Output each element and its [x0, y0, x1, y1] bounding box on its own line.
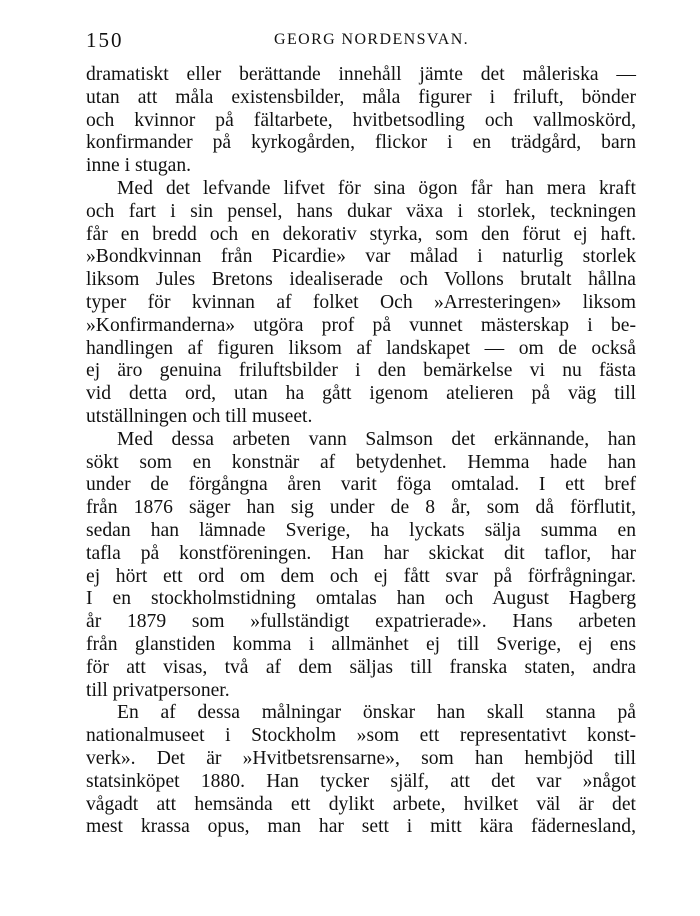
- text-line: nationalmuseet i Stockholm »som ett representativt konst-: [86, 725, 636, 747]
- text-line: liksom Jules Bretons idealiserade och Vollons brutalt hållna: [86, 269, 636, 291]
- text-line: verk». Det är »Hvitbetsrensarne», som han hembjöd till: [86, 747, 636, 769]
- text-line: mest krassa opus, man har sett i mitt kära fädernesland,: [86, 816, 636, 838]
- text-line: ej äro genuina friluftsbilder i den bemärkelse vi nu fästa: [86, 360, 636, 382]
- text-line: för att visas, två af dem säljas till franska staten, andra: [86, 656, 636, 678]
- text-line: tafla på konstföreningen. Han har skickat dit taflor, har: [86, 542, 636, 564]
- text-line: inne i stugan.: [86, 155, 192, 177]
- text-line: utställningen och till museet.: [86, 405, 313, 427]
- text-line: år 1879 som »fullständigt expatrierade». Hans arbeten: [86, 611, 636, 633]
- text-line: och fart i sin pensel, hans dukar växa i storlek, teckningen: [86, 200, 636, 222]
- text-line: under de förgångna åren varit föga omtalad. I ett bref: [86, 474, 636, 496]
- text-line: till privatpersoner.: [86, 679, 230, 701]
- text-line: vid detta ord, utan ha gått igenom atelieren på väg till: [86, 383, 636, 405]
- text-line: »Konfirmanderna» utgöra prof på vunnet mästerskap i be-: [86, 314, 636, 336]
- text-line: konfirmander på kyrkogården, flickor i en trädgård, barn: [86, 132, 636, 154]
- text-line: Med det lefvande lifvet för sina ögon får han mera kraft: [117, 177, 636, 199]
- page-header: [86, 28, 632, 52]
- text-line: och kvinnor på fältarbete, hvitbetsodling och vallmoskörd,: [86, 109, 636, 131]
- text-line: handlingen af figuren liksom af landskapet — om de också: [86, 337, 636, 359]
- text-line: En af dessa målningar önskar han skall stanna på: [117, 702, 636, 724]
- text-line: typer för kvinnan af folket Och »Arresteringen» liksom: [86, 291, 636, 313]
- text-line: ej hört ett ord om dem och ej fått svar på förfrågningar.: [86, 565, 636, 587]
- text-line: sökt som en konstnär af betydenhet. Hemma hade han: [86, 451, 636, 473]
- text-line: dramatiskt eller berättande innehåll jämte det måleriska —: [86, 64, 636, 85]
- page-number: 150: [86, 28, 124, 52]
- running-head: GEORG NORDENSVAN.: [274, 31, 470, 48]
- text-line: vågadt att hemsända ett dylikt arbete, hvilket väl är det: [86, 793, 636, 815]
- text-line: I en stockholmstidning omtalas han och August Hagberg: [86, 588, 636, 610]
- body-text: [86, 64, 636, 839]
- text-line: »Bondkvinnan från Picardie» var målad i naturlig storlek: [86, 246, 636, 268]
- text-line: från 1876 säger han sig under de 8 år, som då förflutit,: [86, 497, 636, 519]
- text-line: Med dessa arbeten vann Salmson det erkännande, han: [117, 428, 636, 450]
- text-line: statsinköpet 1880. Han tycker själf, att det var »något: [86, 770, 636, 792]
- text-line: sedan han lämnade Sverige, ha lyckats sälja summa en: [86, 519, 636, 541]
- text-line: från glanstiden komma i allmänhet ej till Sverige, ej ens: [86, 633, 636, 655]
- text-line: får en bredd och en dekorativ styrka, som den förut ej haft.: [86, 223, 636, 245]
- text-line: utan att måla existensbilder, måla figurer i friluft, bönder: [86, 86, 636, 108]
